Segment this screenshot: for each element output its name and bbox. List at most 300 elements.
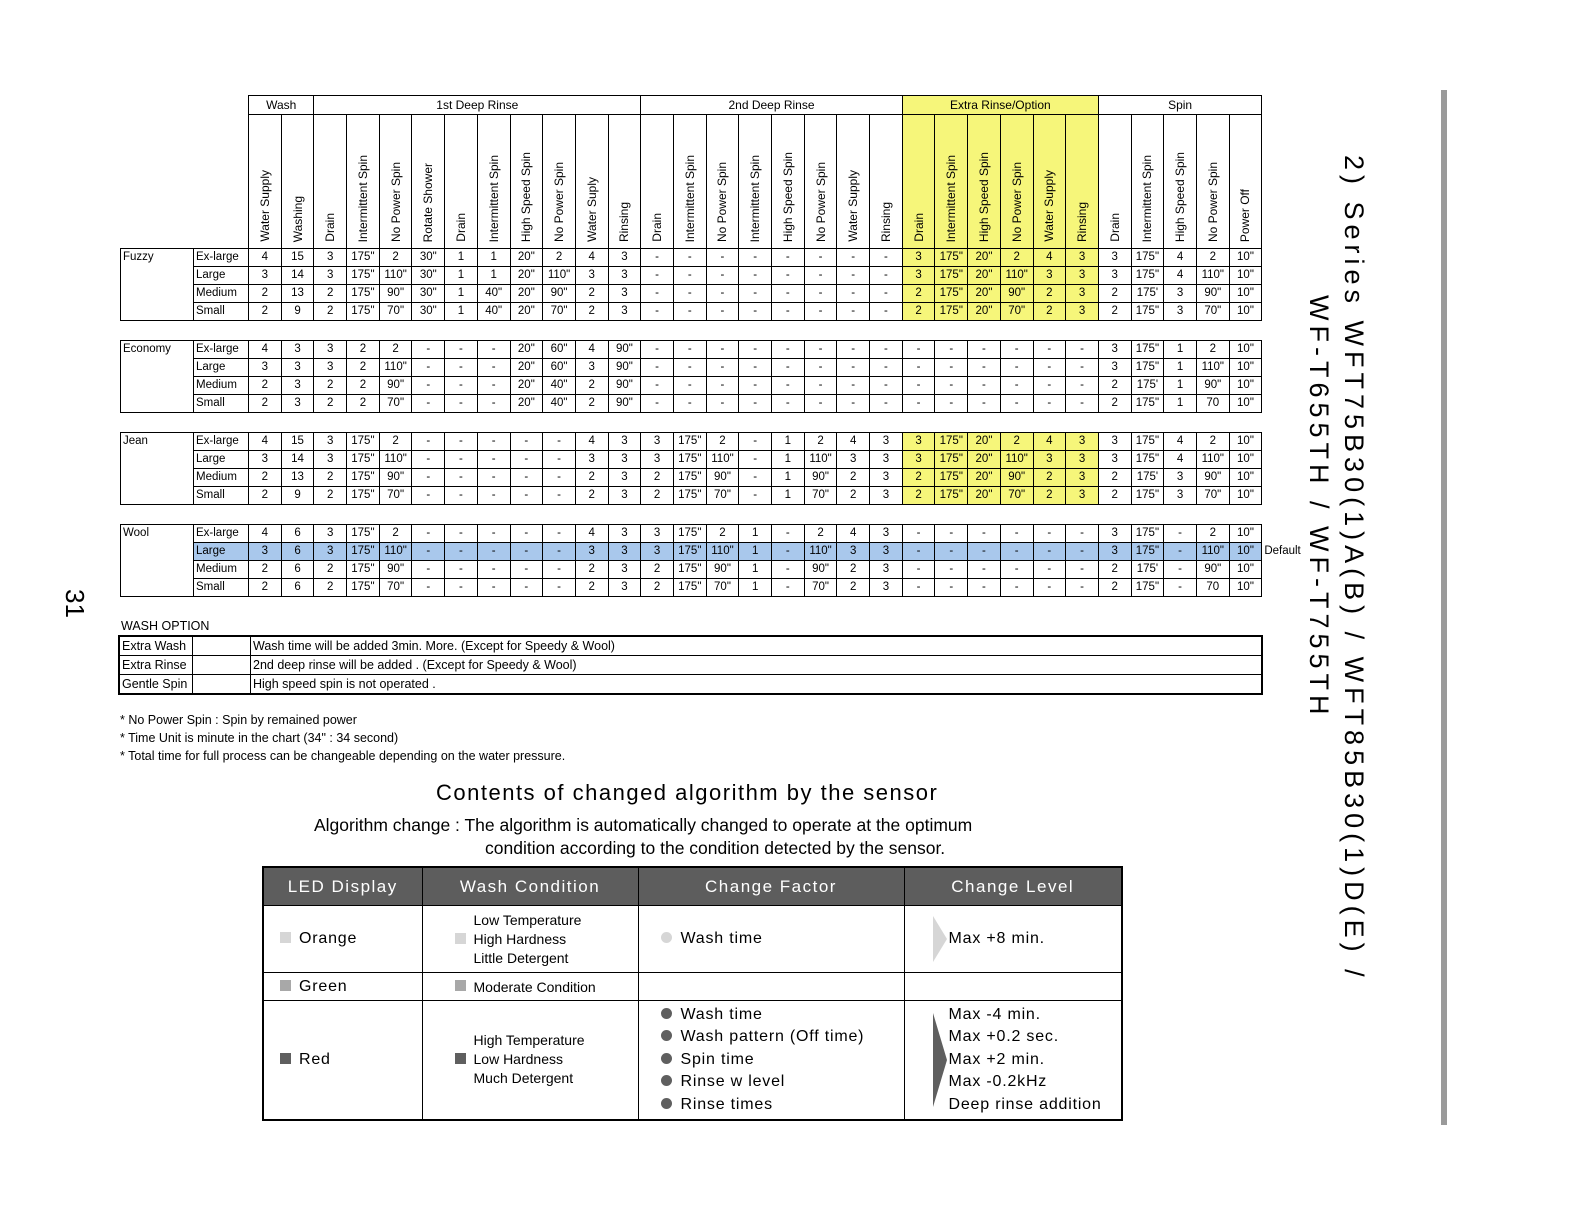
table-cell: 110" — [1196, 451, 1229, 469]
table-cell: - — [968, 359, 1001, 377]
blank-cell — [1262, 469, 1307, 487]
table-cell: 3 — [870, 451, 903, 469]
table-cell: - — [739, 487, 772, 505]
table-cell: 2 — [249, 395, 282, 413]
table-cell: - — [673, 359, 706, 377]
table-cell: - — [739, 377, 772, 395]
table-cell: 20" — [968, 249, 1001, 267]
orange-square-icon — [455, 933, 466, 944]
table-cell: 4 — [575, 341, 608, 359]
table-cell: 30" — [412, 285, 445, 303]
table-cell: - — [706, 285, 739, 303]
table-cell: 3 — [575, 267, 608, 285]
table-cell: 4 — [575, 433, 608, 451]
table-cell: 3 — [641, 525, 674, 543]
table-cell: 110" — [379, 451, 412, 469]
wash-condition-cell — [422, 973, 638, 1001]
condition-line: Low Hardness — [473, 1051, 563, 1068]
table-cell: 3 — [902, 249, 935, 267]
table-cell: 2 — [314, 285, 347, 303]
step-header — [249, 115, 282, 249]
table-cell: - — [1033, 543, 1066, 561]
group-header: Spin — [1098, 96, 1261, 115]
table-cell: - — [477, 469, 510, 487]
step-header-label: Power Off — [1238, 188, 1253, 242]
table-cell: - — [1000, 377, 1033, 395]
table-cell: 2 — [1033, 285, 1066, 303]
change-factor-cell — [638, 906, 904, 973]
table-cell: 175" — [347, 579, 380, 597]
step-header — [772, 115, 805, 249]
step-header-label: Rinsing — [617, 201, 632, 242]
table-cell: - — [739, 359, 772, 377]
algorithm-description-cont: condition according to the condition detected by the sensor. — [485, 838, 946, 858]
table-cell: - — [445, 341, 478, 359]
bullet-dot-icon — [661, 1008, 672, 1019]
blank-cell — [1262, 561, 1307, 579]
table-cell: 3 — [870, 525, 903, 543]
table-cell: 30" — [412, 303, 445, 321]
step-header — [641, 115, 674, 249]
table-cell: 1 — [445, 249, 478, 267]
table-cell: 3 — [1164, 469, 1197, 487]
wash-option-name: Gentle Spin — [119, 675, 193, 695]
step-header — [1000, 115, 1033, 249]
table-cell: 175' — [1131, 469, 1164, 487]
step-header — [739, 115, 772, 249]
load-size: Small — [194, 395, 249, 413]
blank-cell — [1262, 579, 1307, 597]
table-cell: - — [804, 341, 837, 359]
table-cell: - — [412, 341, 445, 359]
table-cell: 2 — [902, 303, 935, 321]
table-cell: 3 — [902, 433, 935, 451]
table-cell: - — [445, 469, 478, 487]
table-cell: 110" — [379, 543, 412, 561]
table-cell: 175" — [1131, 359, 1164, 377]
table-cell: 10" — [1229, 451, 1262, 469]
table-cell: - — [870, 377, 903, 395]
table-cell: 2 — [575, 561, 608, 579]
table-cell: 3 — [1098, 267, 1131, 285]
table-cell: 60" — [543, 341, 576, 359]
table-cell: 175" — [673, 561, 706, 579]
table-cell: 3 — [1098, 525, 1131, 543]
table-cell: - — [935, 525, 968, 543]
table-cell: 2 — [575, 469, 608, 487]
table-cell: 20" — [510, 267, 543, 285]
blank-cell — [1262, 525, 1307, 543]
table-cell: 3 — [1066, 267, 1099, 285]
table-cell: - — [1066, 579, 1099, 597]
table-cell: 175" — [347, 433, 380, 451]
factor-text: Rinse times — [680, 1095, 773, 1113]
red-square-icon — [280, 1053, 291, 1064]
table-cell: 4 — [249, 341, 282, 359]
table-cell: - — [641, 285, 674, 303]
table-cell: 20" — [510, 285, 543, 303]
table-cell: - — [510, 561, 543, 579]
table-cell: 40" — [477, 303, 510, 321]
table-cell: - — [739, 285, 772, 303]
table-cell: - — [706, 267, 739, 285]
table-cell: 3 — [1066, 303, 1099, 321]
table-cell: - — [837, 395, 870, 413]
table-cell: 3 — [641, 433, 674, 451]
course-name: Fuzzy — [121, 249, 194, 321]
wash-option-name: Extra Wash — [119, 636, 193, 656]
table-cell: 3 — [608, 579, 641, 597]
table-cell: 4 — [837, 525, 870, 543]
table-cell: - — [477, 543, 510, 561]
table-cell: 10" — [1229, 267, 1262, 285]
condition-line: High Hardness — [473, 930, 567, 947]
table-cell: 2 — [1098, 469, 1131, 487]
table-cell: 2 — [1098, 395, 1131, 413]
table-cell: 20" — [510, 303, 543, 321]
step-header-label: Intermittent Spin — [748, 154, 763, 242]
load-size: Ex-large — [194, 525, 249, 543]
table-cell: - — [412, 359, 445, 377]
table-cell: 175" — [347, 303, 380, 321]
table-cell: 175" — [935, 469, 968, 487]
table-cell: 175" — [1131, 267, 1164, 285]
table-cell: 2 — [575, 285, 608, 303]
course-row — [121, 303, 1307, 321]
condition-line: Low Temperature — [473, 911, 582, 928]
table-cell: 3 — [281, 359, 314, 377]
table-cell: 175" — [347, 285, 380, 303]
table-cell: - — [1000, 395, 1033, 413]
header-wash-condition: Wash Condition — [422, 867, 638, 906]
bullet-dot-icon — [661, 1053, 672, 1064]
table-cell: 110" — [1196, 267, 1229, 285]
table-cell: 3 — [870, 561, 903, 579]
table-cell: 3 — [608, 561, 641, 579]
table-cell: - — [543, 433, 576, 451]
wash-condition-cell — [422, 1001, 638, 1120]
course-row — [121, 469, 1307, 487]
table-cell: 1 — [445, 267, 478, 285]
condition-line: Much Detergent — [473, 1070, 574, 1087]
condition-line: Little Detergent — [473, 949, 569, 966]
table-cell: 3 — [1098, 359, 1131, 377]
table-cell: - — [706, 341, 739, 359]
table-cell: - — [412, 487, 445, 505]
table-cell: 2 — [249, 579, 282, 597]
table-cell: 2 — [347, 377, 380, 395]
table-cell: 3 — [1066, 469, 1099, 487]
table-cell: - — [445, 543, 478, 561]
algorithm-description: Algorithm change : The algorithm is automatically changed to operate at the optimum — [314, 815, 973, 835]
table-cell: 40" — [543, 377, 576, 395]
table-cell: - — [968, 341, 1001, 359]
table-cell: 3 — [608, 303, 641, 321]
table-cell: - — [902, 359, 935, 377]
table-cell: 2 — [1098, 303, 1131, 321]
bullet-dot-icon — [661, 932, 672, 943]
table-cell: - — [543, 579, 576, 597]
footnote: * No Power Spin : Spin by remained power — [120, 713, 357, 727]
step-header-label: Drain — [650, 213, 665, 242]
wash-condition-cell — [422, 906, 638, 973]
table-cell: - — [870, 285, 903, 303]
table-cell: 2 — [837, 487, 870, 505]
step-header-label: Intermittent Spin — [1140, 154, 1155, 242]
table-cell: - — [1000, 359, 1033, 377]
table-cell: 2 — [575, 579, 608, 597]
table-cell: - — [1000, 341, 1033, 359]
table-cell: - — [1033, 561, 1066, 579]
step-header — [281, 115, 314, 249]
step-header — [1066, 115, 1099, 249]
group-header: Extra Rinse/Option — [902, 96, 1098, 115]
step-header — [870, 115, 903, 249]
table-cell: - — [1000, 543, 1033, 561]
table-cell: 110" — [1000, 267, 1033, 285]
table-cell: 70" — [804, 487, 837, 505]
table-cell: - — [445, 359, 478, 377]
table-cell: 2 — [706, 525, 739, 543]
table-cell: 3 — [608, 525, 641, 543]
table-cell: - — [412, 433, 445, 451]
step-header — [1131, 115, 1164, 249]
table-cell: - — [837, 377, 870, 395]
table-cell: - — [445, 433, 478, 451]
table-cell: 10" — [1229, 395, 1262, 413]
table-cell: - — [673, 303, 706, 321]
table-cell: 175" — [347, 267, 380, 285]
table-cell: 4 — [249, 525, 282, 543]
factor-text: Spin time — [680, 1050, 755, 1068]
table-cell: 70" — [706, 487, 739, 505]
wash-option-title: WASH OPTION — [121, 619, 210, 633]
table-cell: - — [1000, 561, 1033, 579]
table-cell: - — [772, 249, 805, 267]
wash-option-row — [119, 675, 1262, 695]
table-cell: 2 — [804, 433, 837, 451]
led-label: Green — [299, 977, 348, 995]
table-cell: 6 — [281, 579, 314, 597]
wash-option-desc: High speed spin is not operated . — [251, 675, 1263, 695]
step-header — [347, 115, 380, 249]
table-cell: 175" — [1131, 487, 1164, 505]
table-cell: - — [902, 561, 935, 579]
table-cell: 90" — [1196, 285, 1229, 303]
table-cell: 175" — [347, 487, 380, 505]
course-row — [121, 561, 1307, 579]
footnote: * Total time for full process can be changeable depending on the water pressure. — [120, 749, 566, 763]
table-cell: - — [1066, 525, 1099, 543]
algorithm-table — [262, 866, 1123, 1121]
course-name: Economy — [121, 341, 194, 413]
table-cell: - — [1066, 359, 1099, 377]
table-cell: 70" — [379, 579, 412, 597]
table-cell: 3 — [608, 249, 641, 267]
table-cell: - — [772, 359, 805, 377]
table-cell: 3 — [314, 525, 347, 543]
change-factor-cell — [638, 1001, 904, 1120]
step-header-label: Water Supply — [1042, 170, 1057, 242]
table-cell: 10" — [1229, 249, 1262, 267]
wash-option-desc: 2nd deep rinse will be added . (Except for Speedy & Wool) — [251, 656, 1263, 675]
step-header — [706, 115, 739, 249]
table-cell: 2 — [575, 395, 608, 413]
red-square-icon — [455, 1053, 466, 1064]
table-cell: 4 — [1164, 451, 1197, 469]
level-text: Max +2 min. — [948, 1050, 1045, 1068]
step-header-label: Drain — [453, 213, 468, 242]
table-cell: 2 — [1098, 285, 1131, 303]
table-cell: 175" — [347, 451, 380, 469]
table-cell: 2 — [314, 395, 347, 413]
table-cell: 2 — [379, 525, 412, 543]
condition-line: High Temperature — [473, 1032, 585, 1049]
table-cell: 3 — [1098, 249, 1131, 267]
course-gap — [121, 505, 1307, 525]
green-square-icon — [280, 980, 291, 991]
table-cell: 20" — [968, 451, 1001, 469]
course-row — [121, 579, 1307, 597]
table-cell: 175" — [935, 249, 968, 267]
table-cell: 4 — [1164, 267, 1197, 285]
step-header — [608, 115, 641, 249]
course-row — [121, 451, 1307, 469]
table-cell: - — [804, 377, 837, 395]
table-cell: 70" — [1000, 303, 1033, 321]
table-cell: 2 — [314, 579, 347, 597]
green-square-icon — [455, 980, 466, 991]
table-cell: 9 — [281, 303, 314, 321]
table-cell: 175" — [935, 487, 968, 505]
table-cell: 3 — [608, 451, 641, 469]
course-row — [121, 543, 1307, 561]
blank-cell — [1262, 487, 1307, 505]
table-cell: - — [739, 303, 772, 321]
step-header-label: Water Supply — [257, 170, 272, 242]
group-header-row — [121, 96, 1307, 115]
table-cell: - — [804, 359, 837, 377]
table-cell: 2 — [575, 487, 608, 505]
table-cell: 2 — [249, 377, 282, 395]
table-cell: 1 — [1164, 359, 1197, 377]
table-cell: 3 — [314, 341, 347, 359]
table-cell: 3 — [641, 543, 674, 561]
table-cell: - — [968, 543, 1001, 561]
table-cell: 14 — [281, 267, 314, 285]
table-cell: 1 — [1164, 341, 1197, 359]
table-cell: 2 — [249, 487, 282, 505]
table-cell: 3 — [281, 341, 314, 359]
table-cell: 90" — [1196, 377, 1229, 395]
algorithm-title: Contents of changed algorithm by the sensor — [436, 780, 939, 805]
table-cell: - — [739, 249, 772, 267]
course-row — [121, 359, 1307, 377]
table-cell: 90" — [379, 377, 412, 395]
table-cell: 70" — [1196, 487, 1229, 505]
table-cell: 20" — [968, 285, 1001, 303]
step-header — [1229, 115, 1262, 249]
course-row — [121, 487, 1307, 505]
table-cell: 1 — [1164, 395, 1197, 413]
step-header-label: Intermittent Spin — [944, 154, 959, 242]
table-cell: 3 — [575, 359, 608, 377]
table-cell: - — [543, 525, 576, 543]
step-header-label: No Power Spin — [1009, 161, 1024, 242]
table-cell: 175" — [673, 487, 706, 505]
step-header-label: Water Supply — [846, 170, 861, 242]
step-header-label: Rinsing — [1075, 201, 1090, 242]
table-cell: 70 — [1196, 579, 1229, 597]
table-cell: 10" — [1229, 359, 1262, 377]
table-cell: 175" — [1131, 543, 1164, 561]
table-cell: 2 — [902, 469, 935, 487]
table-cell: 2 — [1098, 561, 1131, 579]
table-cell: - — [837, 359, 870, 377]
table-cell: 40" — [543, 395, 576, 413]
step-header — [379, 115, 412, 249]
table-cell: 3 — [249, 267, 282, 285]
step-header — [935, 115, 968, 249]
table-cell: - — [706, 303, 739, 321]
table-cell: - — [477, 451, 510, 469]
table-cell: 1 — [772, 469, 805, 487]
table-cell: 2 — [347, 359, 380, 377]
table-cell: 4 — [1164, 433, 1197, 451]
wash-option-blank — [193, 675, 251, 695]
table-cell: - — [968, 561, 1001, 579]
series-title: 2) Series WFT75B30(1)A(B) / WFT85B30(1)D(E) / — [1339, 155, 1369, 982]
table-cell: - — [510, 525, 543, 543]
table-cell: - — [543, 451, 576, 469]
wash-option-table — [118, 635, 1263, 695]
table-cell: 175" — [935, 267, 968, 285]
led-display-cell — [263, 973, 422, 1001]
table-cell: - — [477, 579, 510, 597]
load-size: Small — [194, 303, 249, 321]
table-cell: - — [968, 525, 1001, 543]
table-cell: - — [673, 377, 706, 395]
table-cell: - — [837, 303, 870, 321]
table-cell: 2 — [641, 561, 674, 579]
table-cell: 10" — [1229, 579, 1262, 597]
table-cell: 3 — [608, 543, 641, 561]
orange-square-icon — [280, 932, 291, 943]
table-cell: 70" — [1196, 303, 1229, 321]
table-cell: 1 — [1164, 377, 1197, 395]
table-cell: 110" — [706, 543, 739, 561]
table-cell: - — [1033, 359, 1066, 377]
table-cell: - — [706, 395, 739, 413]
table-cell: 70" — [804, 579, 837, 597]
table-cell: - — [772, 543, 805, 561]
course-row — [121, 341, 1307, 359]
table-cell: 2 — [706, 433, 739, 451]
table-cell: 3 — [314, 267, 347, 285]
blank-cell — [1262, 249, 1307, 267]
table-cell: - — [641, 341, 674, 359]
step-header-label: Rotate Shower — [421, 162, 436, 242]
blank-cell — [121, 96, 249, 115]
table-cell: 2 — [249, 303, 282, 321]
table-cell: 2 — [837, 469, 870, 487]
table-cell: - — [1164, 543, 1197, 561]
table-cell: - — [1164, 525, 1197, 543]
table-cell: 2 — [1196, 249, 1229, 267]
load-size: Medium — [194, 285, 249, 303]
load-size: Large — [194, 543, 249, 561]
table-cell: - — [837, 285, 870, 303]
